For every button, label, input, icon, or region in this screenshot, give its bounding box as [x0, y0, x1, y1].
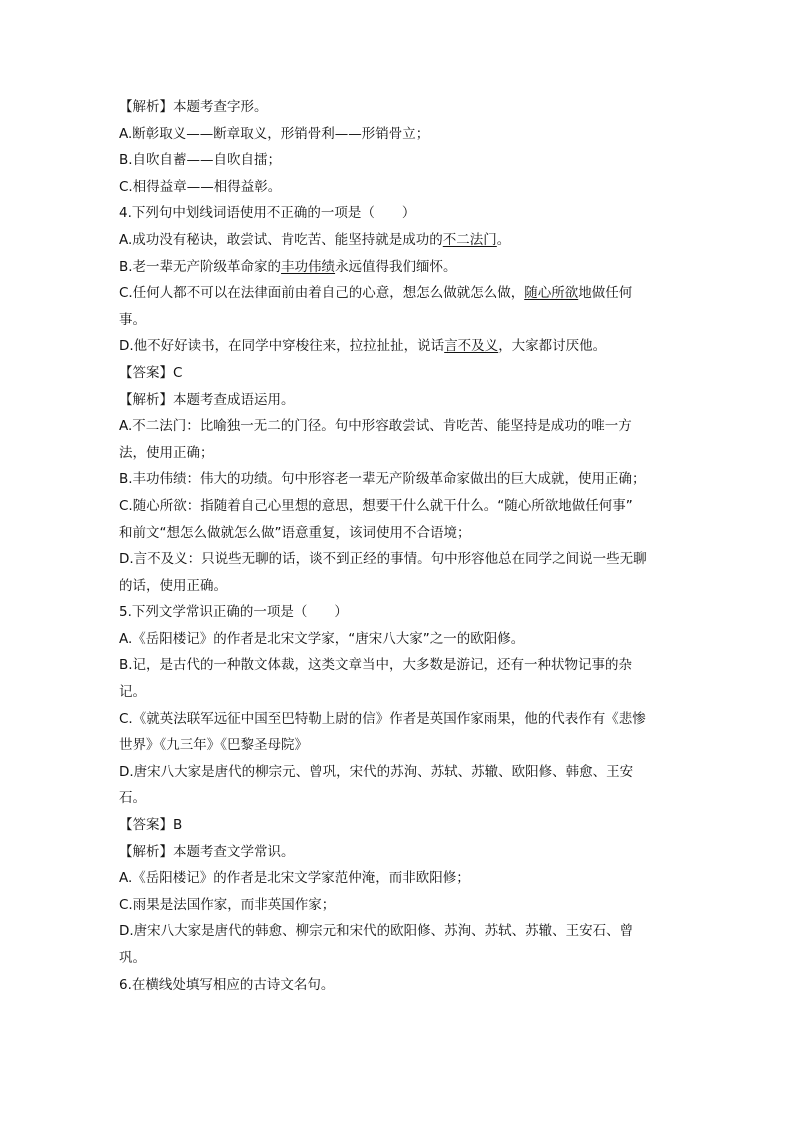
text-line: B.记，是古代的一种散文体裁，这类文章当中，大多数是游记，还有一种状物记事的杂: [119, 657, 633, 674]
option-c: C.任何人都不可以在法律面前由着自己的心意，想怎么做就怎么做，随心所欲地做任何: [119, 285, 633, 302]
analysis-line: 【解析】本题考查文学常识。: [119, 843, 295, 860]
text-line: B.自吹自蓄——自吹自擂；: [119, 152, 282, 169]
text-line: C.《就英法联军远征中国至巴特勒上尉的信》作者是英国作家雨果，他的代表作有《悲惨: [119, 710, 646, 727]
option-d: D.他不好好读书，在同学中穿梭往来，拉拉扯扯，说话言不及义，大家都讨厌他。: [119, 338, 607, 355]
question-4-title: 4.下列句中划线词语使用不正确的一项是（ ）: [119, 205, 416, 222]
text-line: 世界》《九三年》《巴黎圣母院》: [119, 737, 308, 754]
text-line: 的话，使用正确。: [119, 577, 227, 594]
text-line: D.唐宋八大家是唐代的柳宗元、曾巩，宋代的苏洵、苏轼、苏辙、欧阳修、韩愈、王安: [119, 763, 634, 780]
text-line: C.随心所欲：指随着自己心里想的意思，想要干什么就干什么。“随心所欲地做任何事”: [119, 497, 633, 514]
text-line: A.《岳阳楼记》的作者是北宋文学家范仲淹，而非欧阳修；: [119, 870, 470, 887]
text-line: A.《岳阳楼记》的作者是北宋文学家，“唐宋八大家”之一的欧阳修。: [119, 630, 525, 647]
text-line: A.不二法门：比喻独一无二的门径。句中形容敢尝试、肯吃苦、能坚持是成功的唯一方: [119, 418, 632, 435]
question-5-title: 5.下列文学常识正确的一项是（ ）: [119, 604, 348, 621]
text-line: A.断彰取义——断章取义，形销骨利——形销骨立；: [119, 125, 430, 142]
underlined-term: 言不及义: [444, 338, 499, 355]
option-a: A.成功没有秘诀，敢尝试、肯吃苦、能坚持就是成功的不二法门。: [119, 231, 511, 248]
text-line: 法，使用正确；: [119, 444, 214, 461]
analysis-line: 【解析】本题考查成语运用。: [119, 391, 295, 408]
text-line: D.唐宋八大家是唐代的韩愈、柳宗元和宋代的欧阳修、苏洵、苏轼、苏辙、王安石、曾: [119, 923, 634, 940]
document-content: [119, 94, 679, 998]
text-line: 和前文“想怎么做就怎么做”语意重复，该词使用不合语境；: [119, 524, 471, 541]
text-line: 【解析】本题考查字形。: [119, 99, 268, 115]
text-line: D.言不及义：只说些无聊的话，谈不到正经的事情。句中形容他总在同学之间说一些无聊: [119, 551, 647, 568]
option-b: B.老一辈无产阶级革命家的丰功伟绩永远值得我们缅怀。: [119, 258, 457, 275]
underlined-term: 不二法门: [442, 231, 497, 248]
text-line: 事。: [119, 311, 146, 328]
text-line: 记。: [119, 684, 146, 701]
answer-line: 【答案】B: [119, 817, 183, 834]
text-line: B.丰功伟绩：伟大的功绩。句中形容老一辈无产阶级革命家做出的巨大成就，使用正确；: [119, 471, 646, 488]
text-line: 石。: [119, 790, 146, 807]
text-line: C.雨果是法国作家，而非英国作家；: [119, 896, 336, 913]
text-line: C.相得益章——相得益彰。: [119, 178, 282, 195]
underlined-term: 丰功伟绩: [281, 258, 336, 275]
text-line: 巩。: [119, 950, 146, 966]
underlined-term: 随心所欲: [524, 285, 579, 302]
question-6-title: 6.在横线处填写相应的古诗文名句。: [119, 976, 335, 993]
answer-line: 【答案】C: [119, 364, 183, 381]
